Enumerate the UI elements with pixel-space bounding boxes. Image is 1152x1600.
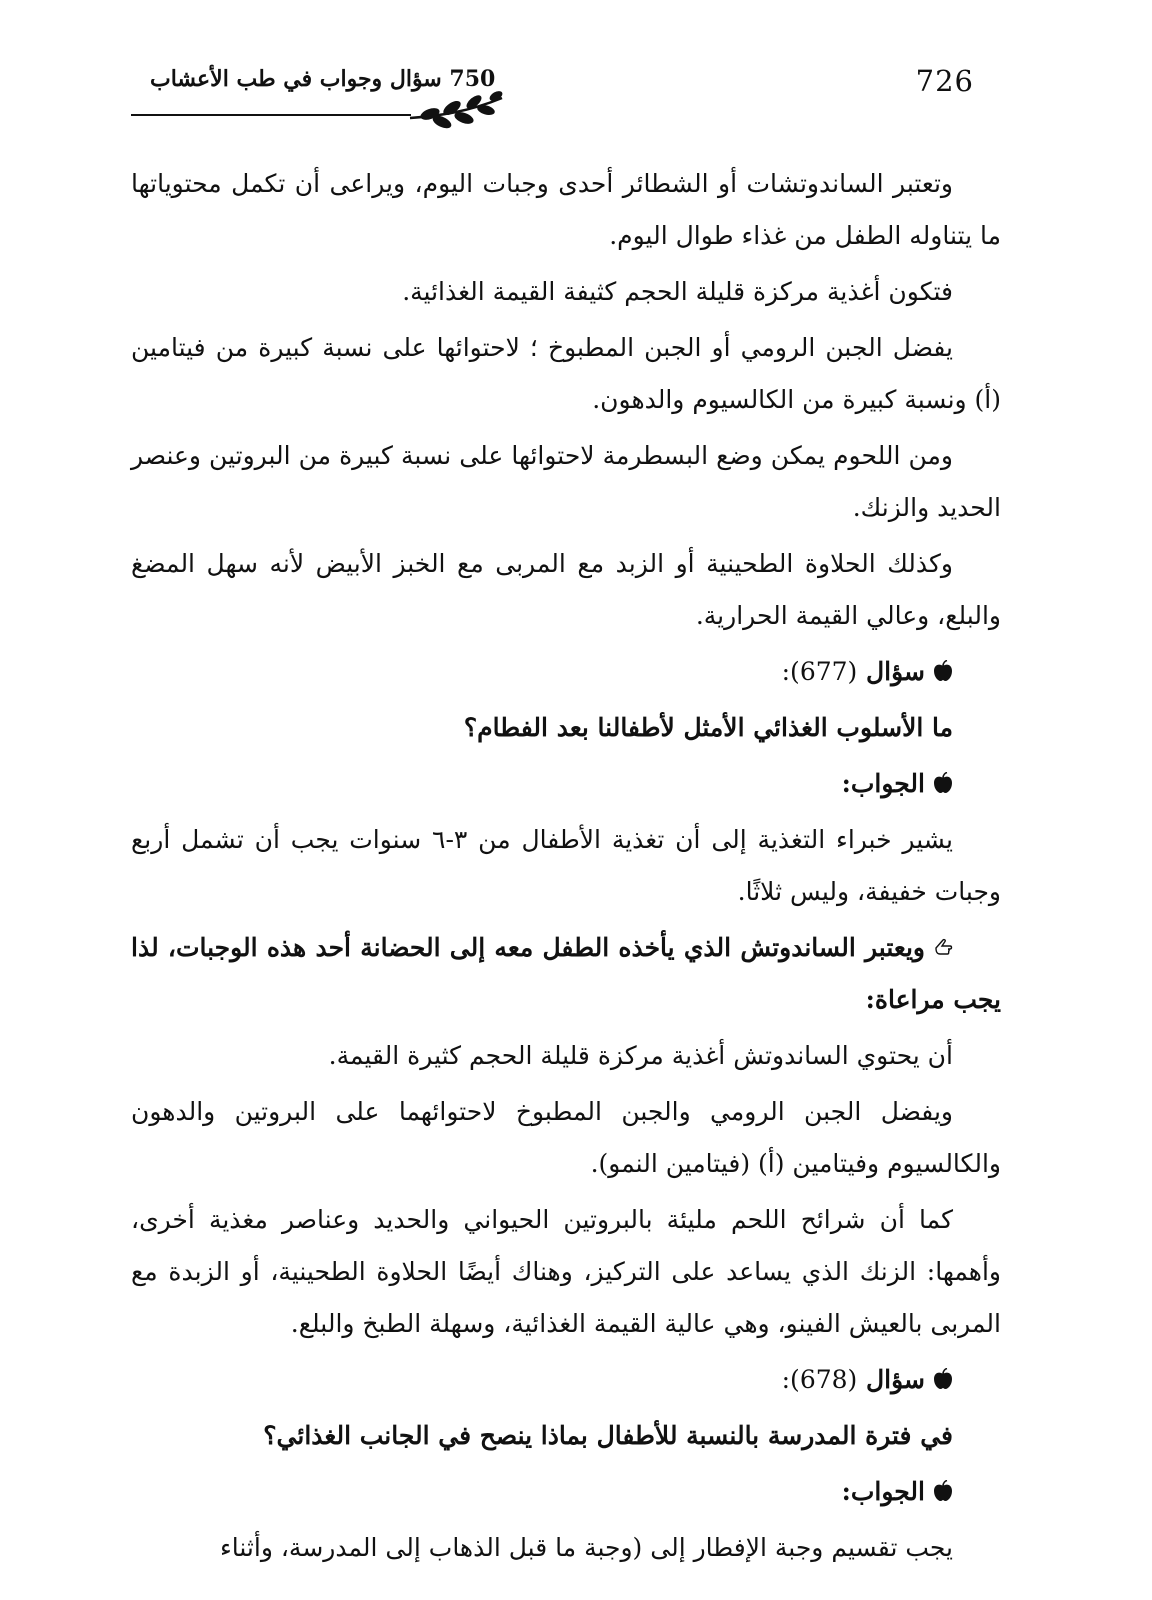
pointing-hand-icon — [933, 936, 953, 958]
paragraph: وكذلك الحلاوة الطحينية أو الزبد مع المربى مع الخبز الأبيض لأنه سهل المضغ والبلع، وعالي القيمة الحرارية. — [131, 549, 1001, 630]
bold-paragraph-text: ويعتبر الساندوتش الذي يأخذه الطفل معه إلى الحضانة أحد هذه الوجبات، لذا يجب مراعاة: — [131, 933, 1001, 1014]
question-label: سؤال — [866, 1365, 925, 1394]
answer-label: الجواب: — [841, 769, 925, 798]
question-label: سؤال — [866, 657, 925, 686]
apple-icon — [933, 1480, 953, 1502]
answer-heading — [131, 758, 1001, 810]
header-rule — [131, 114, 411, 116]
page-number: 726 — [915, 64, 974, 98]
paragraph: وتعتبر الساندوتشات أو الشطائر أحدى وجبات اليوم، ويراعى أن تكمل محتوياتها ما يتناوله الطفل من غذاء طوال اليوم. — [131, 169, 1001, 250]
paragraph: يشير خبراء التغذية إلى أن تغذية الأطفال من ٣-٦ سنوات يجب أن تشمل أربع وجبات خفيفة، وليس ثلاثًا. — [131, 825, 1001, 906]
question-text: في فترة المدرسة بالنسبة للأطفال بماذا ينصح في الجانب الغذائي؟ — [263, 1421, 953, 1450]
apple-icon — [933, 772, 953, 794]
question-heading — [131, 1354, 1001, 1406]
page-body — [131, 158, 1001, 1578]
paragraph: كما أن شرائح اللحم مليئة بالبروتين الحيواني والحديد وعناصر مغذية أخرى، وأهمها: الزنك الذي يساعد على التركيز، وهناك أيضًا الحلاوة الطحينية، أو الزبدة مع المربى بالعيش الفينو، وهي عالية القيمة الغذائية، وسهلة الطبخ والبلع. — [131, 1205, 1001, 1338]
question-heading — [131, 646, 1001, 698]
question-text: ما الأسلوب الغذائي الأمثل لأطفالنا بعد الفطام؟ — [463, 713, 953, 742]
paragraph: يفضل الجبن الرومي أو الجبن المطبوخ ؛ لاحتوائها على نسبة كبيرة من فيتامين (أ) ونسبة كبيرة من الكالسيوم والدهون. — [131, 333, 1001, 414]
bold-paragraph — [131, 922, 1001, 1026]
paragraph: ويفضل الجبن الرومي والجبن المطبوخ لاحتوائهما على البروتين والدهون والكالسيوم وفيتامين (أ) (فيتامين النمو). — [131, 1097, 1001, 1178]
paragraph: فتكون أغذية مركزة قليلة الحجم كثيفة القيمة الغذائية. — [402, 277, 953, 306]
answer-label: الجواب: — [841, 1477, 925, 1506]
paragraph: أن يحتوي الساندوتش أغذية مركزة قليلة الحجم كثيرة القيمة. — [328, 1041, 953, 1070]
apple-icon — [933, 1368, 953, 1390]
paragraph: يجب تقسيم وجبة الإفطار إلى (وجبة ما قبل الذهاب إلى المدرسة، وأثناء — [220, 1533, 953, 1562]
leaf-branch-icon — [408, 90, 504, 134]
paragraph: ومن اللحوم يمكن وضع البسطرمة لاحتوائها على نسبة كبيرة من البروتين وعنصر الحديد والزنك. — [131, 441, 1001, 522]
question-number: (678): — [781, 1365, 858, 1394]
question-number: (677): — [781, 657, 858, 686]
apple-icon — [933, 660, 953, 682]
running-title: 750 سؤال وجواب في طب الأعشاب — [150, 66, 496, 92]
answer-heading — [131, 1466, 1001, 1518]
